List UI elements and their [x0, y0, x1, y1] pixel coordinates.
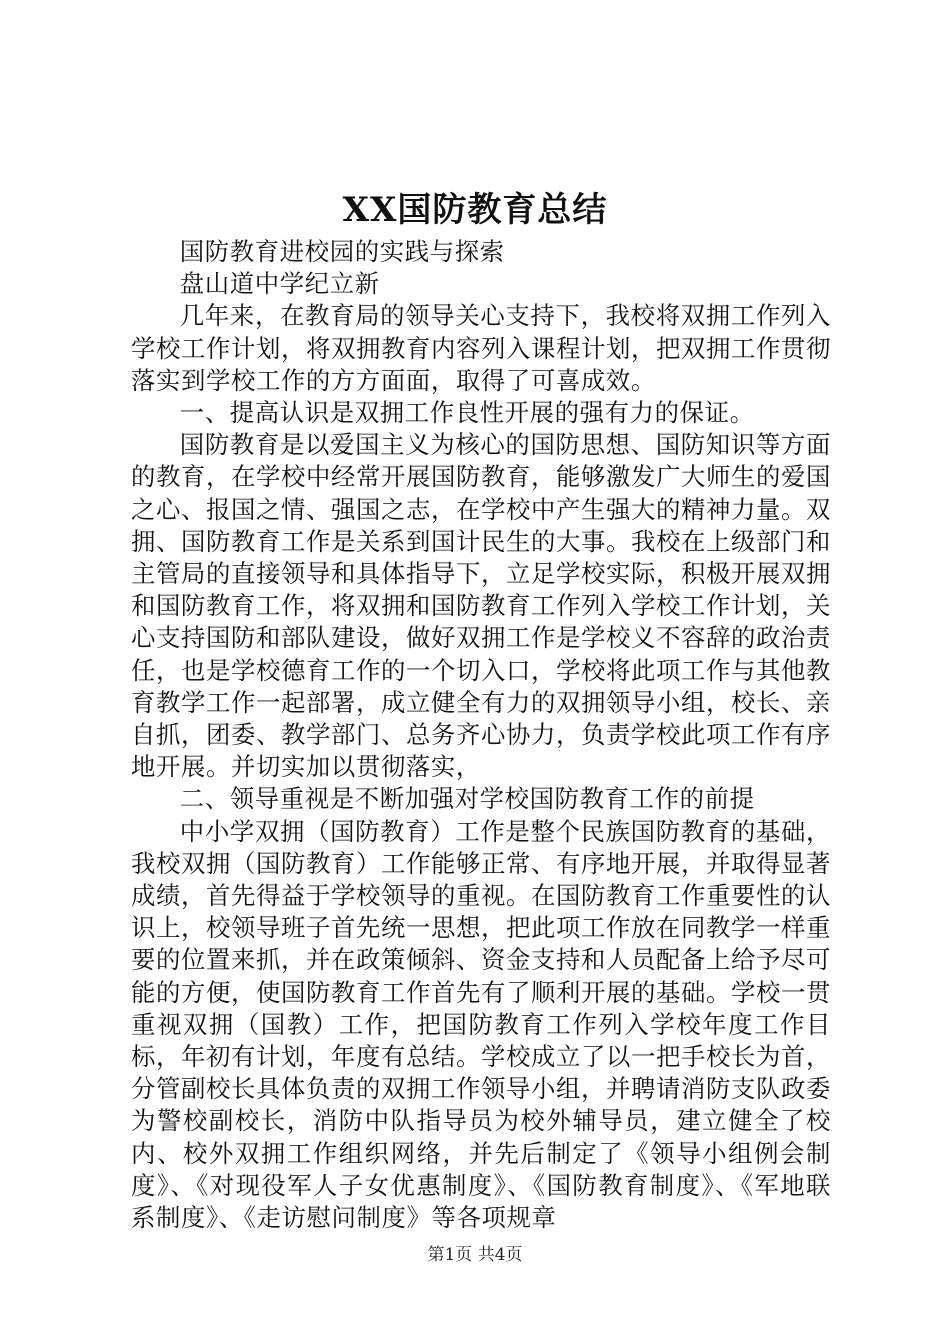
- section-1-paragraph: 国防教育是以爱国主义为核心的国防思想、国防知识等方面的教育，在学校中经常开展国防教育，能够激发广大师生的爱国之心、报国之情、强国之志，在学校中产生强大的精神力量。双拥、国防教育工作是关系到国计民生的大事。我校在上级部门和主管局的直接领导和具体指导下，立足学校实际，积极开展双拥和国防教育工作，将双拥和国防教育工作列入学校工作计划，关心支持国防和部队建设，做好双拥工作是学校义不容辞的政治责任，也是学校德育工作的一个切入口，学校将此项工作与其他教育教学工作一起部署，成立健全有力的双拥领导小组，校长、亲自抓，团委、教学部门、总务齐心协力，负责学校此项工作有序地开展。并切实加以贯彻落实，: [131, 430, 831, 782]
- section-heading-1: 一、提高认识是双拥工作良性开展的强有力的保证。: [179, 398, 755, 428]
- subtitle-paragraph: 国防教育进校园的实践与探索: [179, 237, 505, 266]
- author-paragraph: 盘山道中学纪立新: [179, 269, 380, 299]
- document-title: XX国防教育总结: [342, 190, 608, 230]
- section-heading-2: 二、领导重视是不断加强对学校国防教育工作的前提: [179, 784, 755, 814]
- intro-paragraph: 几年来，在教育局的领导关心支持下，我校将双拥工作列入学校工作计划，将双拥教育内容列入课程计划，把双拥工作贯彻落实到学校工作的方方面面，取得了可喜成效。: [131, 301, 831, 395]
- section-2-paragraph: 中小学双拥（国防教育）工作是整个民族国防教育的基础，我校双拥（国防教育）工作能够正常、有序地开展，并取得显著成绩，首先得益于学校领导的重视。在国防教育工作重要性的认识上，校领导班子首先统一思想，把此项工作放在同教学一样重要的位置来抓，并在政策倾斜、资金支持和人员配备上给予尽可能的方便，使国防教育工作首先有了顺利开展的基础。学校一贯重视双拥（国教）工作，把国防教育工作列入学校年度工作目标，年初有计划，年度有总结。学校成立了以一把手校长为首，分管副校长具体负责的双拥工作领导小组，并聘请消防支队政委为警校副校长，消防中队指导员为校外辅导员，建立健全了校内、校外双拥工作组织网络，并先后制定了《领导小组例会制度》、《对现役军人子女优惠制度》、《国防教育制度》、《军地联系制度》、《走访慰问制度》等各项规章: [131, 816, 831, 1233]
- document-body: [131, 236, 831, 1234]
- page-footer: 第1页 共4页: [427, 1245, 523, 1265]
